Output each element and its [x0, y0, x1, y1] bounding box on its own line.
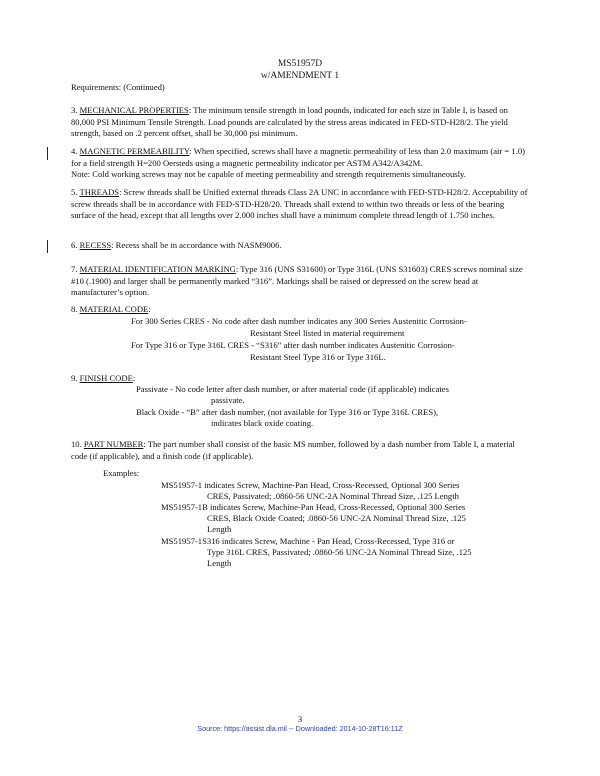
- document-id: MS51957D: [277, 59, 323, 69]
- amendment-label: w/AMENDMENT 1: [260, 71, 340, 81]
- section-material-code: [71, 304, 531, 316]
- example-item: MS51957-1S316 indicates Screw, Machine - Pan Head, Cross-Recessed, Type 316 or: [161, 536, 455, 546]
- section-number: 7.: [71, 264, 78, 274]
- item-text: No code after dash number indicates any 300 Series Austenitic Corrosion-: [209, 316, 467, 326]
- item-lead: For 300 Series CRES -: [131, 316, 210, 326]
- section-number: 5.: [71, 187, 78, 197]
- section-threads: [71, 187, 531, 222]
- section-number: 9.: [71, 373, 78, 383]
- finish-code-item: [136, 384, 536, 396]
- material-code-item-cont: Resistant Steel Type 316 or Type 316L.: [250, 352, 386, 362]
- finish-code-item-cont: passivate.: [211, 395, 245, 405]
- section-title: MAGNETIC PERMEABILITY: [79, 146, 190, 156]
- item-text: “B” after dash number, (not available for Type 316 or Type 316L CRES),: [184, 407, 439, 417]
- examples-label: Examples:: [103, 468, 140, 478]
- item-lead: For Type 316 or Type 316L CRES -: [131, 340, 255, 350]
- section-body: : When specified, screws shall have a magnetic permeability of less than 2.0 maximum (air = 1.0) for a field strength H=200 Oersteds using a magnetic permeability indicator per ASTM A342/A342M.: [71, 146, 526, 168]
- item-lead: Passivate -: [136, 384, 173, 394]
- section-number: 4.: [71, 146, 78, 156]
- section-body: : Type 316 (UNS S31600) or Type 316L (UNS S31603) CRES screws nominal size #10 (.1900) and larger shall be permanently marked “316”. Markings shall be raised or depressed on the screw head at manufacturer’s option.: [71, 264, 523, 298]
- example-item-cont: CRES, Black Oxide Coated; .0860-56 UNC-2A Nominal Thread Size, .125: [207, 513, 466, 523]
- section-title: MECHANICAL PROPERTIES: [79, 105, 189, 115]
- section-title: MATERIAL CODE: [79, 304, 149, 314]
- item-lead: Black Oxide -: [136, 407, 185, 417]
- example-item-cont: Length: [207, 524, 232, 534]
- finish-code-item-cont: indicates black oxide coating.: [211, 418, 314, 428]
- section-finish-code: [71, 373, 531, 385]
- section-number: 10.: [71, 439, 82, 449]
- material-code-item-cont: Resistant Steel listed in material requirement: [250, 328, 405, 338]
- section-mechanical-properties: [71, 105, 531, 140]
- example-item: MS51957-1 indicates Screw, Machine-Pan Head, Cross-Recessed, Optional 300 Series: [161, 480, 460, 490]
- change-bar: [47, 240, 48, 253]
- example-item: MS51957-1B indicates Screw, Machine-Pan Head, Cross-Recessed, Optional 300 Series: [161, 502, 466, 512]
- material-code-item: [131, 316, 551, 328]
- material-code-item: [131, 340, 551, 352]
- source-footer: Source: https://assist.dla.mil -- Downloaded: 2014-10-28T16:11Z: [197, 724, 403, 733]
- section-colon: :: [132, 373, 136, 383]
- finish-code-item: [136, 407, 536, 419]
- section-colon: :: [148, 304, 151, 314]
- section-title: MATERIAL IDENTIFICATION MARKING: [79, 264, 236, 274]
- item-text: No code letter after dash number, or after material code (if applicable) indicates: [173, 384, 449, 394]
- section-title: RECESS: [79, 240, 112, 250]
- section-recess: [71, 240, 531, 252]
- section-part-number: [71, 439, 531, 462]
- section-note: Note: Cold working screws may not be capable of meeting permeability and strength requirements simultaneously.: [71, 169, 466, 180]
- section-body: : The minimum tensile strength in load pounds, indicated for each size in Table I, is based on 80,000 PSI Minimum Tensile Strength. Load pounds are calculated by the stress areas indicated in FED-STD-H28/2. The yield strength, based on .2 percent offset, shall be 30,000 psi minimum.: [71, 105, 508, 139]
- change-bar: [47, 147, 48, 160]
- section-number: 8.: [71, 304, 78, 314]
- example-item-cont: Length: [207, 558, 232, 568]
- section-magnetic-permeability: [71, 146, 531, 181]
- section-title: PART NUMBER: [83, 439, 144, 449]
- section-number: 6.: [71, 240, 78, 250]
- section-body: : The part number shall consist of the basic MS number, followed by a dash number from Table I, a material code (if applicable), and a finish code (if applicable).: [71, 439, 515, 461]
- example-item-cont: Type 316L CRES, Passivated; .0860-56 UNC-2A Nominal Thread Size, .125: [207, 547, 472, 557]
- example-item-cont: CRES, Passivated; .0860-56 UNC-2A Nominal Thread Size, .125 Length: [207, 491, 459, 501]
- section-body: : Recess shall be in accordance with NASM9006.: [111, 240, 282, 250]
- requirements-label: Requirements: (Continued): [71, 82, 165, 92]
- section-title: FINISH CODE: [79, 373, 133, 383]
- section-body: : Screw threads shall be Unified external threads Class 2A UNC in accordance with FED-STD-H28/2. Acceptability of screw threads shall be in accordance with FED-STD-H28/20. Threads shall extend to within two threads or less of the bearing surface of the head, except that all lengths over 2.000 inches shall have a minimum complete thread length of 1.750 inches.: [71, 187, 528, 221]
- section-material-identification: [71, 264, 531, 299]
- section-number: 3.: [71, 105, 78, 115]
- page-number: 3: [297, 714, 303, 724]
- section-title: THREADS: [79, 187, 120, 197]
- item-text: “S316” after dash number indicates Austenitic Corrosion-: [254, 340, 455, 350]
